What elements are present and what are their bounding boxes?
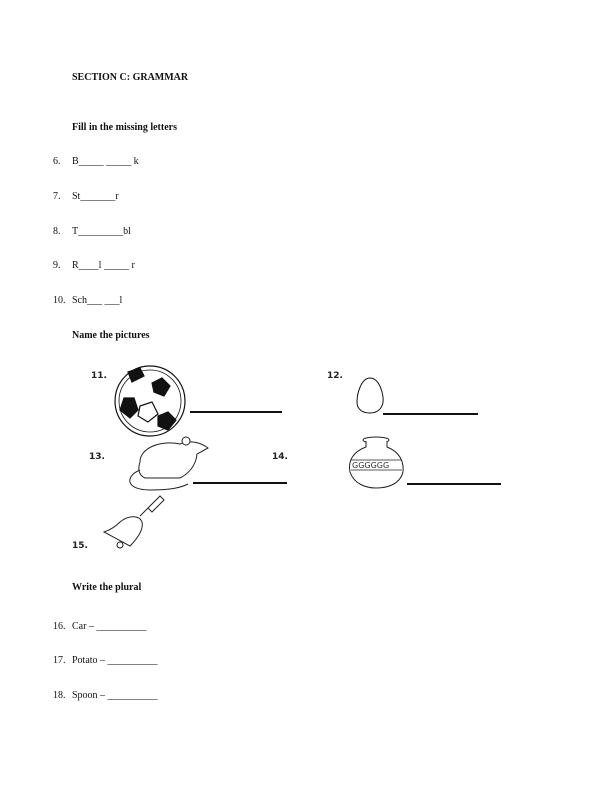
question-number: 9. xyxy=(53,260,61,271)
answer-line-13[interactable] xyxy=(193,482,287,484)
question-number: 17. xyxy=(53,655,66,666)
answer-line-14[interactable] xyxy=(407,483,501,485)
picture-number: 14. xyxy=(272,452,288,462)
question-text: Spoon – __________ xyxy=(72,690,158,701)
question-text: Potato – __________ xyxy=(72,655,158,666)
svg-text:GGGGGG: GGGGGG xyxy=(352,461,390,470)
pot-icon xyxy=(350,437,404,488)
question-text: Sch___ ___l xyxy=(72,295,123,306)
picture-number: 11. xyxy=(91,371,107,381)
question-text: Car – __________ xyxy=(72,621,147,632)
question-number: 8. xyxy=(53,226,61,237)
fill-in-heading: Fill in the missing letters xyxy=(72,122,177,133)
answer-line-12[interactable] xyxy=(383,413,478,415)
question-number: 18. xyxy=(53,690,66,701)
question-text: R____l _____ r xyxy=(72,260,135,271)
football-icon xyxy=(115,366,185,436)
question-number: 10. xyxy=(53,295,66,306)
section-title: SECTION C: GRAMMAR xyxy=(72,72,189,83)
plural-heading: Write the plural xyxy=(72,582,142,593)
question-number: 6. xyxy=(53,156,61,167)
answer-line-11[interactable] xyxy=(190,411,282,413)
question-text: T_________bl xyxy=(72,226,131,237)
picture-number: 15. xyxy=(72,541,88,551)
egg-icon xyxy=(357,378,383,413)
question-number: 7. xyxy=(53,191,61,202)
question-number: 16. xyxy=(53,621,66,632)
picture-number: 13. xyxy=(89,452,105,462)
bell-icon xyxy=(104,496,164,548)
question-text: St_______r xyxy=(72,191,119,202)
question-text: B_____ _____ k xyxy=(72,156,139,167)
picture-number: 12. xyxy=(327,371,343,381)
pictures-heading: Name the pictures xyxy=(72,330,150,341)
